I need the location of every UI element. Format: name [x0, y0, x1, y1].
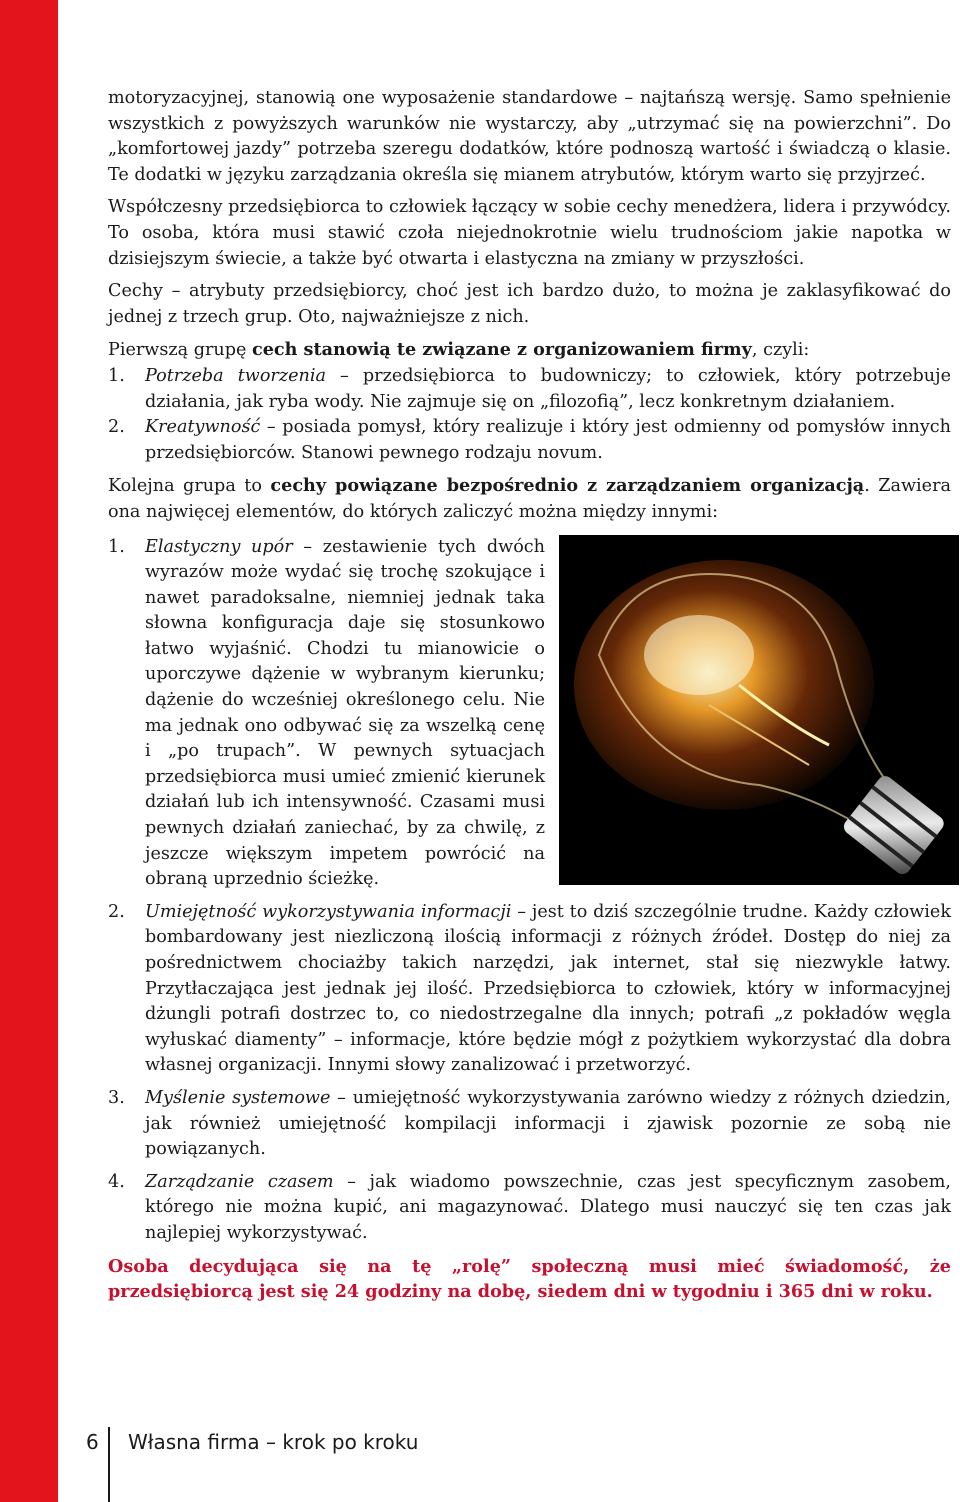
list-term: Zarządzanie czasem: [145, 1171, 334, 1192]
group-heading-bold: cechy powiązane bezpośrednio z zarządzaniem organizacją: [270, 475, 865, 497]
lightbulb-icon: [559, 535, 959, 885]
float-area: [108, 535, 951, 900]
list-item: 1. Elastyczny upór – zestawienie tych dwóch wyrazów może wydać się trochę szokujące i nawet paradoksalne, niemniej jednak taka słowna konfiguracja daje się stosunkowo łatwo wyjaśnić. Chodzi tu mianowicie o uporczywe dążenie w wybranym kierunku; dążenie do wcześniej określonego celu. Nie ma jednak ono odbywać się za wszelką cenę i „po trupach”. W pewnych sytuacjach przedsiębiorca musi umieć zmienić kierunek działań lub ich intensywność. Czasami musi pewnych działań zaniechać, by za chwilę, z jeszcze większym impetem powrócić na obraną uprzednio ścieżkę.: [108, 535, 545, 893]
list-term: Potrzeba tworzenia: [145, 365, 326, 386]
footer-divider: [108, 1427, 110, 1502]
paragraph: motoryzacyjnej, stanowią one wyposażenie standardowe – najtańszą wersję. Samo spełnienie wszystkich z powyższych warunków nie wystarczy, aby „utrzymać się na powierzchni”. Do „komfortowej jazdy” potrzeba szeregu dodatków, które podnoszą wartość i świadczą o klasie. Te dodatki w języku zarządzania określa się mianem atrybutów, którym warto się przyjrzeć.: [108, 88, 951, 185]
page-number: 6: [86, 1430, 99, 1454]
list-number: 2.: [108, 901, 125, 922]
red-margin-bar: [0, 0, 58, 1502]
page-footer: [86, 1427, 418, 1457]
list-item: 2. Umiejętność wykorzystywania informacji – jest to dziś szczególnie trudne. Każdy człowiek bombardowany jest niezliczoną ilością informacji z różnych źródeł. Dostęp do niej za pośrednictwem chociażby takich narzędzi, jak internet, stał się niezwykle łatwy. Przytłaczająca jest jednak jej ilość. Przedsiębiorca to człowiek, który w informacyjnej dżungli potrafi dostrzec to, co niedostrzegalne dla innych; potrafi „z pokładów węgla wyłuskać diamenty” – informacje, które będzie mógł z pożytkiem wykorzystać dla dobra własnej organizacji. Innymi słowy zanalizować i przetworzyć.: [108, 900, 951, 1079]
list-term: Myślenie systemowe: [145, 1087, 331, 1108]
list-item: 1. Potrzeba tworzenia – przedsiębiorca to budowniczy; to człowiek, który potrzebuje działania, jak ryba wody. Nie zajmuje się on „filozofią”, lecz konkretnym działaniem.: [108, 364, 951, 415]
list-number: 1.: [108, 365, 125, 386]
closing-statement: Osoba decydująca się na tę „rolę” społeczną musi mieć świadomość, że przedsiębiorcą jest się 24 godziny na dobę, siedem dni w tygodniu i 365 dni w roku.: [108, 1255, 951, 1303]
paragraph: Współczesny przedsiębiorca to człowiek łączący w sobie cechy menedżera, lidera i przywódcy. To osoba, która musi stawić czoła niejednokrotnie wielu trudnościom jakie napotka w dzisiejszym świecie, a także być otwarta i elastyczna na zmiany w przyszłości.: [108, 197, 951, 269]
group-heading: Kolejna grupa to cechy powiązane bezpośrednio z zarządzaniem organizacją. Zawiera ona najwięcej elementów, do których zaliczyć można między innymi:: [108, 475, 951, 522]
lightbulb-image: [559, 535, 959, 885]
list-number: 4.: [108, 1171, 125, 1192]
list-item: 4. Zarządzanie czasem – jak wiadomo powszechnie, czas jest specyficznym zasobem, którego nie można kupić, ani magazynować. Dlatego musi nauczyć się ten czas jak najlepiej wykorzystywać.: [108, 1170, 951, 1247]
paragraph: Cechy – atrybuty przedsiębiorcy, choć jest ich bardzo dużo, to można je zaklasyfikować do jednej z trzech grup. Oto, najważniejsze z nich.: [108, 281, 951, 327]
list-number: 1.: [108, 536, 125, 557]
group-heading-bold: cech stanowią te związane z organizowaniem firmy: [252, 339, 752, 361]
list-number: 2.: [108, 417, 125, 438]
group-heading: Pierwszą grupę cech stanowią te związane z organizowaniem firmy, czyli:: [108, 339, 810, 361]
running-title: Własna firma – krok po kroku: [128, 1430, 419, 1454]
list-item: 3. Myślenie systemowe – umiejętność wykorzystywania zarówno wiedzy z różnych dziedzin, jak również umiejętność kompilacji informacji i zjawisk pozornie ze sobą nie powiązanych.: [108, 1086, 951, 1163]
list-term: Umiejętność wykorzystywania informacji: [145, 901, 512, 922]
list-term: Elastyczny upór: [145, 536, 293, 557]
page-content: [108, 86, 951, 1312]
list-number: 3.: [108, 1087, 125, 1108]
list-term: Kreatywność: [145, 417, 261, 438]
list-item: 2. Kreatywność – posiada pomysł, który realizuje i który jest odmienny od pomysłów innych przedsiębiorców. Stanowi pewnego rodzaju novum.: [108, 415, 951, 466]
